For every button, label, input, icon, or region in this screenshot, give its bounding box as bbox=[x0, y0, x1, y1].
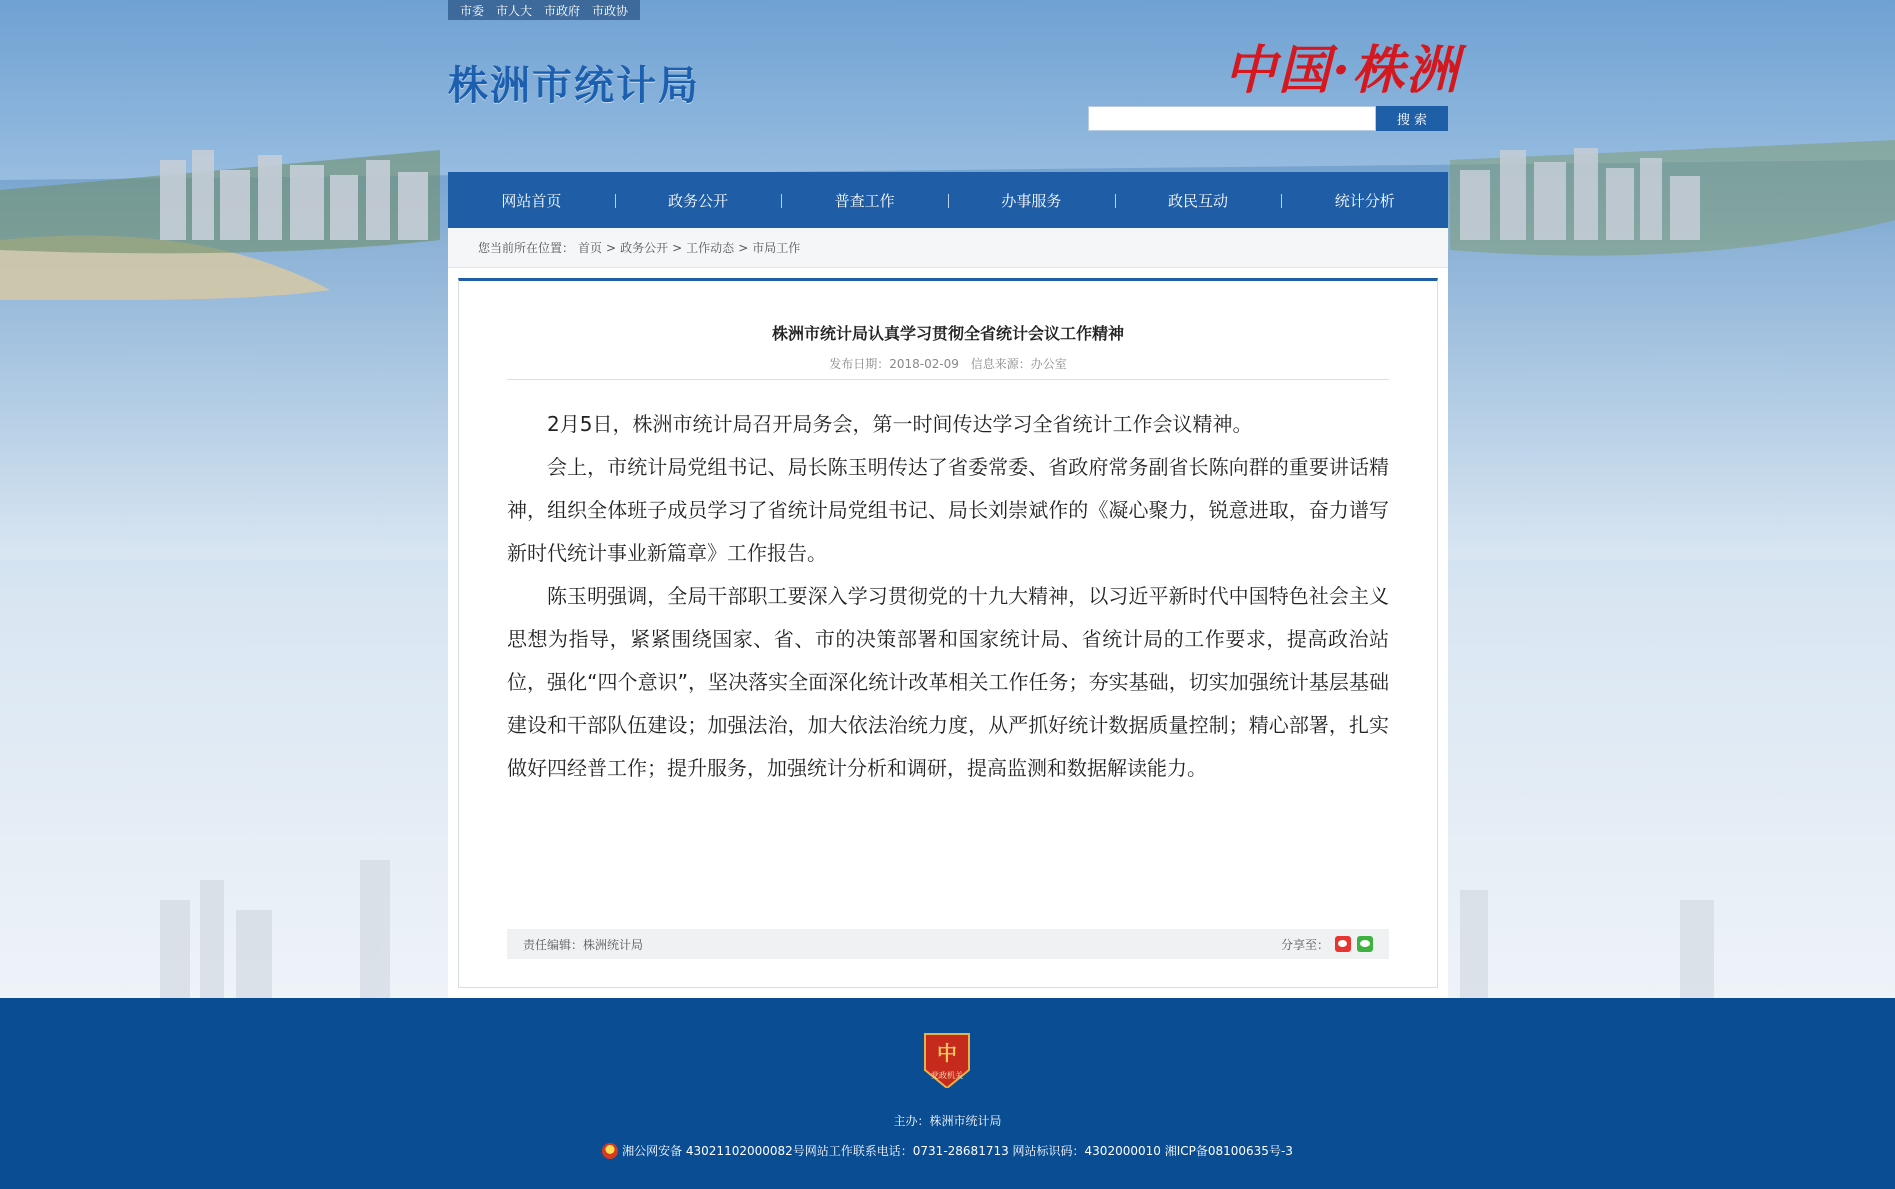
police-badge-icon[interactable] bbox=[602, 1143, 618, 1159]
toplink-municipal-government[interactable]: 市政府 bbox=[544, 3, 581, 18]
toplink-cppcc[interactable]: 市政协 bbox=[592, 3, 629, 18]
share-label: 分享至： bbox=[1280, 937, 1329, 952]
search-button[interactable]: 搜 索 bbox=[1376, 106, 1448, 131]
article-paragraph: 陈玉明强调，全局干部职工要深入学习贯彻党的十九大精神，以习近平新时代中国特色社会主义思想为指导，紧紧围绕国家、省、市的决策部署和国家统计局、省统计局的工作要求，提高政治站位，强化“四个意识”，坚决落实全面深化统计改革相关工作任务；夯实基础，切实加强统计基层基础建设和干部队伍建设；加强法治，加大依法治统力度，从严抓好统计数据质量控制；精心部署，扎实做好四经普工作；提升服务，加强统计分析和调研，提高监测和数据解读能力。 bbox=[507, 584, 1389, 780]
content-panel bbox=[448, 268, 1448, 998]
article-footer-bar bbox=[507, 929, 1389, 959]
toplink-municipal-committee[interactable]: 市委 bbox=[460, 3, 485, 18]
icp-info bbox=[0, 1142, 1895, 1159]
article bbox=[458, 278, 1438, 988]
nav-item-census[interactable]: 普查工作 bbox=[781, 190, 948, 211]
main-nav bbox=[448, 172, 1448, 228]
publish-date: 发布日期：2018-02-09 bbox=[829, 357, 959, 371]
nav-item-government-affairs[interactable]: 政务公开 bbox=[615, 190, 782, 211]
toplink-peoples-congress[interactable]: 市人大 bbox=[496, 3, 533, 18]
party-government-emblem-icon[interactable] bbox=[921, 1030, 973, 1088]
top-links-bar bbox=[448, 0, 640, 20]
article-body bbox=[507, 403, 1389, 790]
weibo-icon[interactable] bbox=[1335, 936, 1351, 952]
breadcrumb-prefix: 您当前所在位置： bbox=[478, 241, 575, 255]
icp-text[interactable]: 湘公网安备 43021102000082号网站工作联系电话：0731-28681713 网站标识码：4302000010 湘ICP备08100635号-3 bbox=[622, 1144, 1293, 1158]
share-group bbox=[1281, 936, 1373, 953]
breadcrumb-home[interactable]: 首页 bbox=[578, 241, 603, 255]
svg-text:中: 中 bbox=[937, 1041, 957, 1065]
nav-item-statistical-analysis[interactable]: 统计分析 bbox=[1281, 190, 1448, 211]
breadcrumb-separator: > bbox=[672, 240, 683, 255]
responsible-editor: 责任编辑：株洲统计局 bbox=[523, 937, 644, 952]
site-footer bbox=[0, 998, 1895, 1189]
nav-item-interaction[interactable]: 政民互动 bbox=[1115, 190, 1282, 211]
nav-item-services[interactable]: 办事服务 bbox=[948, 190, 1115, 211]
article-meta bbox=[459, 355, 1437, 372]
wechat-icon[interactable] bbox=[1357, 936, 1373, 952]
info-source: 信息来源：办公室 bbox=[970, 357, 1067, 371]
nav-item-home[interactable]: 网站首页 bbox=[501, 191, 562, 210]
host-org: 主办：株洲市统计局 bbox=[893, 1114, 1002, 1128]
article-paragraph: 会上，市统计局党组书记、局长陈玉明传达了省委常委、省政府常务副省长陈向群的重要讲话精神，组织全体班子成员学习了省统计局党组书记、局长刘崇斌作的《凝心聚力，锐意进取，奋力谱写新时代统计事业新篇章》工作报告。 bbox=[507, 455, 1389, 565]
breadcrumb-bureau-work[interactable]: 市局工作 bbox=[752, 241, 801, 255]
article-title: 株洲市统计局认真学习贯彻全省统计会议工作精神 bbox=[771, 324, 1124, 343]
article-paragraph: 2月5日，株洲市统计局召开局务会，第一时间传达学习全省统计工作会议精神。 bbox=[547, 412, 1253, 436]
calligraphy-logo: 中国·株洲 bbox=[1224, 40, 1461, 101]
svg-text:党政机关: 党政机关 bbox=[931, 1071, 963, 1080]
breadcrumb bbox=[448, 228, 1448, 268]
breadcrumb-separator: > bbox=[606, 240, 617, 255]
search-form bbox=[1088, 106, 1448, 131]
breadcrumb-separator: > bbox=[738, 240, 749, 255]
site-title-logo[interactable]: 株洲市统计局 bbox=[448, 63, 700, 109]
search-input[interactable] bbox=[1088, 106, 1376, 131]
breadcrumb-work-news[interactable]: 工作动态 bbox=[686, 241, 735, 255]
breadcrumb-government-affairs[interactable]: 政务公开 bbox=[620, 241, 669, 255]
divider bbox=[507, 379, 1389, 380]
